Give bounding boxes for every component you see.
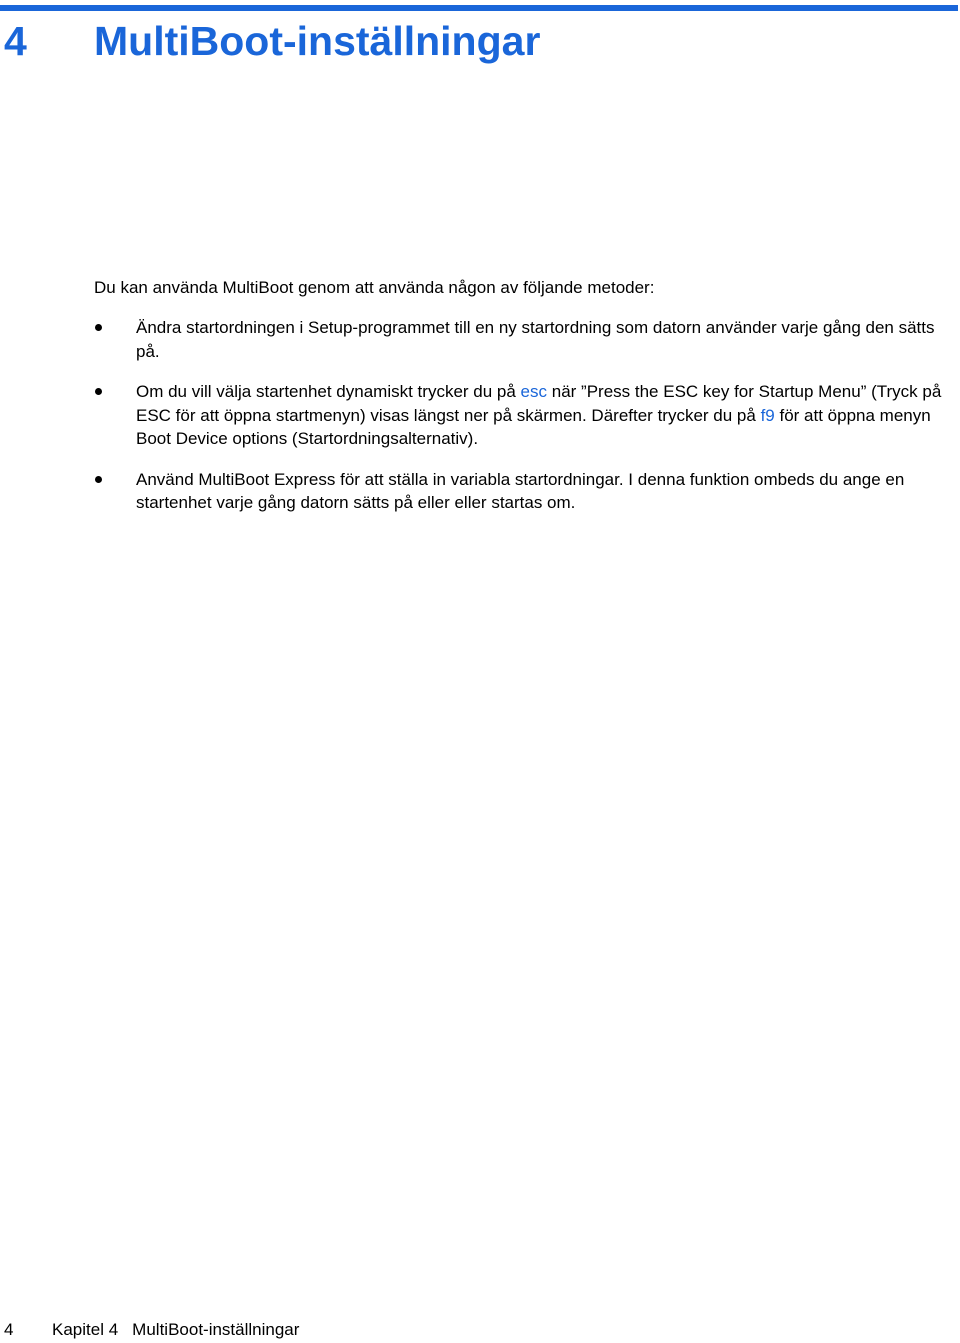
footer-chapter-label: Kapitel 4 xyxy=(52,1320,119,1339)
page-footer xyxy=(4,1319,299,1341)
chapter-title: MultiBoot-inställningar xyxy=(94,18,541,64)
list-item-text-part: för att öppna menyn Boot Device options (Startordningsalternativ). xyxy=(136,405,931,448)
intro-paragraph: Du kan använda MultiBoot genom att använda någon av följande metoder: xyxy=(94,278,655,297)
footer-page-number: 4 xyxy=(4,1320,14,1339)
top-rule xyxy=(0,5,958,11)
bullet-icon xyxy=(95,476,102,483)
list-item-text-part: Om du vill välja startenhet dynamiskt trycker du på xyxy=(136,382,521,401)
method-list xyxy=(0,316,960,532)
bullet-icon xyxy=(95,324,102,331)
key-esc: esc xyxy=(520,382,548,401)
key-f9: f9 xyxy=(760,405,775,425)
bullet-icon xyxy=(95,388,102,395)
list-item-text: Använd MultiBoot Express för att ställa in variabla startordningar. I denna funktion ombeds du ange en startenhet varje gång datorn sätts på eller eller startas om. xyxy=(136,469,905,512)
footer-chapter-title: MultiBoot-inställningar xyxy=(132,1320,300,1339)
list-item xyxy=(0,380,960,451)
list-item-text: Ändra startordningen i Setup-programmet till en ny startordning som datorn använder varje gång den sätts på. xyxy=(136,318,935,361)
list-item-text-part: när ”Press the ESC key for Startup Menu” (Tryck på ESC för att öppna startmenyn) visas längst ner på skärmen. Därefter trycker du på xyxy=(136,382,942,425)
list-item xyxy=(0,316,960,363)
chapter-number: 4 xyxy=(4,18,27,64)
list-item xyxy=(0,468,960,515)
